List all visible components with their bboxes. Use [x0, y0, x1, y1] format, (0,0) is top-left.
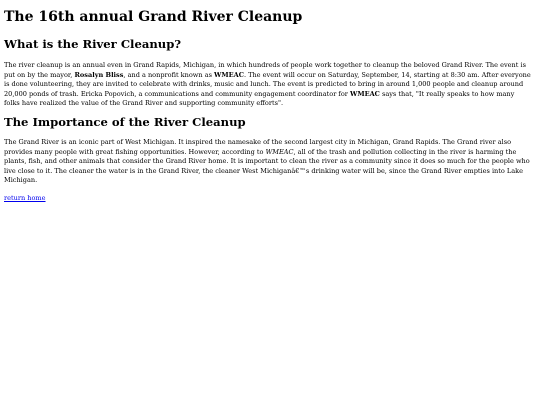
paragraph-line: folks have realized the value of the Grand River and supporting community efforts". — [4, 99, 284, 108]
organization-name: WMEAC — [349, 89, 380, 98]
paragraph-text: put on by the mayor, — [4, 70, 75, 79]
organization-name: WMEAC — [214, 70, 244, 79]
paragraph-line: The Grand River is an iconic part of West Michigan. It inspired the namesake of the second largest city in Michigan, Grand Rapids. The Grand river also — [4, 137, 512, 146]
paragraph-line: plants, fish, and other animals that consider the Grand River home. It is important to clean the river as a community since it does so much for the people who — [4, 157, 530, 166]
organization-name-italic: WMEAC — [265, 147, 294, 156]
paragraph-text: . The event will occur on Saturday, September, 14, starting at 8:30 am. After everyone — [243, 70, 531, 79]
paragraph-text: says that, "It really speaks to how many — [379, 89, 515, 98]
paragraph-text: provides many people with great fishing opportunities. However, according to — [4, 147, 266, 156]
return-home-container — [4, 194, 540, 204]
paragraph-line: Michigan. — [4, 176, 38, 185]
page-title: The 16th annual Grand River Cleanup — [4, 9, 303, 25]
return-home-link[interactable]: return home — [4, 193, 46, 202]
paragraph-what-is-cleanup — [4, 61, 540, 109]
page-content — [4, 9, 540, 204]
paragraph-line: live close to it. The cleaner the water is in the Grand River, the cleaner West Michiganâ€™s drinking water will be, since the Grand River empties into Lake — [4, 166, 523, 175]
paragraph-line: is done volunteering, they are invited to celebrate with drinks, music and lunch. The event is predicted to bring in around 1,000 people and cleanup around — [4, 80, 524, 89]
paragraph-text: 20,000 ponds of trash. Ericka Popovich, a communications and community engagement coordinator for — [4, 89, 350, 98]
paragraph-text: , all of the trash and pollution collecting in the river is harming the — [293, 147, 517, 156]
section-heading-importance: The Importance of the River Cleanup — [4, 114, 246, 129]
paragraph-importance — [4, 138, 540, 186]
paragraph-line: The river cleanup is an annual even in Grand Rapids, Michigan, in which hundreds of people work together to cleanup the beloved Grand River. The event is — [4, 61, 526, 69]
mayor-name: Rosalyn Bliss — [74, 70, 124, 79]
section-heading-what-is-cleanup: What is the River Cleanup? — [4, 37, 182, 51]
paragraph-text: , and a nonprofit known as — [123, 70, 215, 79]
